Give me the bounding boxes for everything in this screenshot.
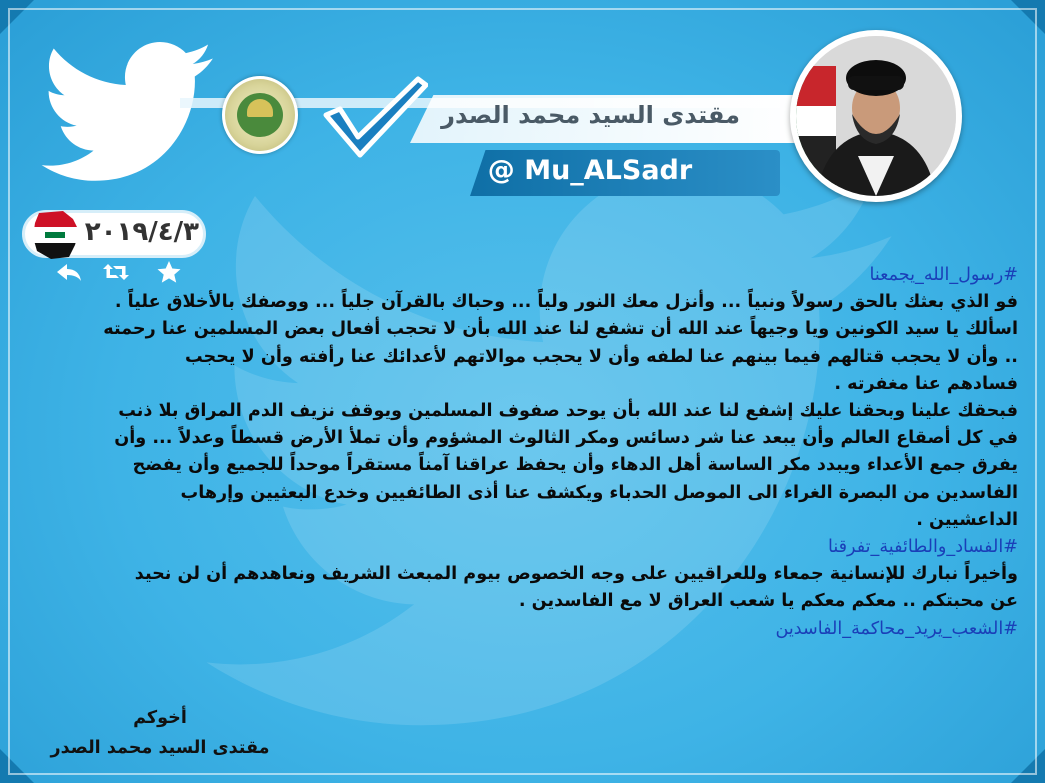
twitter-bird-icon — [40, 42, 215, 182]
corner-decoration — [0, 0, 34, 34]
corner-decoration — [0, 749, 34, 783]
signature — [30, 703, 290, 763]
body-line: اسألك يا سيد الكونين ويا وجيهاً عند الله أن تشفع لنا عند الله بأن لا تحجب أفعال بعض المسلمين عنا رحمته — [103, 319, 1018, 340]
office-seal-logo — [222, 76, 298, 154]
tweet-date: ٢٠١٩/٤/٣ — [84, 217, 199, 247]
signature-line: مقتدى السيد محمد الصدر — [50, 738, 270, 758]
body-line: الفاسدين من البصرة الغراء الى الموصل الحدباء ويكشف عنا أذى الطائفيين وخدع البعثيين وإرهاب — [180, 482, 1018, 503]
body-line: الداعشيين . — [916, 509, 1018, 530]
corner-decoration — [1011, 749, 1045, 783]
hashtag-link[interactable]: #رسول_الله_يجمعنا — [869, 265, 1018, 285]
account-handle[interactable]: @ Mu_ALSadr — [487, 155, 693, 186]
body-line: فبحقك علينا وبحقنا عليك إشفع لنا عند الله بأن يوحد صفوف المسلمين ويوقف نزيف الدم المراق بلا ذنب — [118, 401, 1018, 422]
iraq-flag-map-icon — [29, 209, 83, 261]
avatar[interactable] — [790, 30, 962, 202]
body-line: في كل أصقاع العالم وأن يبعد عنا شر دسائس ومكر الثالوث المشؤوم وأن تملأ الأرض قسطاً وعدلاً ... وأن — [114, 428, 1018, 449]
hashtag-link[interactable]: #الفساد_والطائفية_تفرقنا — [827, 537, 1018, 558]
hashtag-link[interactable]: #الشعب_يريد_محاكمة_الفاسدين — [775, 618, 1018, 639]
body-line: عن محبتكم .. معكم معكم يا شعب العراق لا مع الفاسدين . — [518, 591, 1018, 612]
portrait-illustration — [796, 36, 956, 196]
date-badge — [22, 210, 206, 258]
body-line: وأخيراً نبارك للإنسانية جمعاء وللعراقيين على وجه الخصوص بيوم المبعث الشريف ونعاهدهم أن لن نحيد — [134, 564, 1018, 585]
tweet-body — [20, 262, 1018, 643]
avatar-photo — [796, 36, 956, 196]
account-name: مقتدى السيد محمد الصدر — [441, 101, 740, 129]
signature-line: أخوكم — [133, 708, 187, 728]
body-line: فو الذي بعثك بالحق رسولاً ونبياً ... وأنزل معك النور ولياً ... وحباك بالقرآن جلياً ... ووصفك بالأخلاق علياً . — [114, 292, 1018, 313]
body-line: يفرق جمع الأعداء ويبدد مكر الساسة أهل الدهاء وأن يحفظ عراقنا آمناً مستقراً موحداً للجميع وأن يفضح — [132, 455, 1018, 476]
body-line: .. وأن لا يحجب قتالهم فيما بينهم عنا لطفه وأن لا يحجب موالاتهم لأعدائك عنا رأفته وأن لا يحجب — [184, 346, 1018, 367]
corner-decoration — [1011, 0, 1045, 34]
body-line: فسادهم عنا مغفرته . — [834, 373, 1018, 394]
verified-check-icon — [318, 75, 428, 160]
